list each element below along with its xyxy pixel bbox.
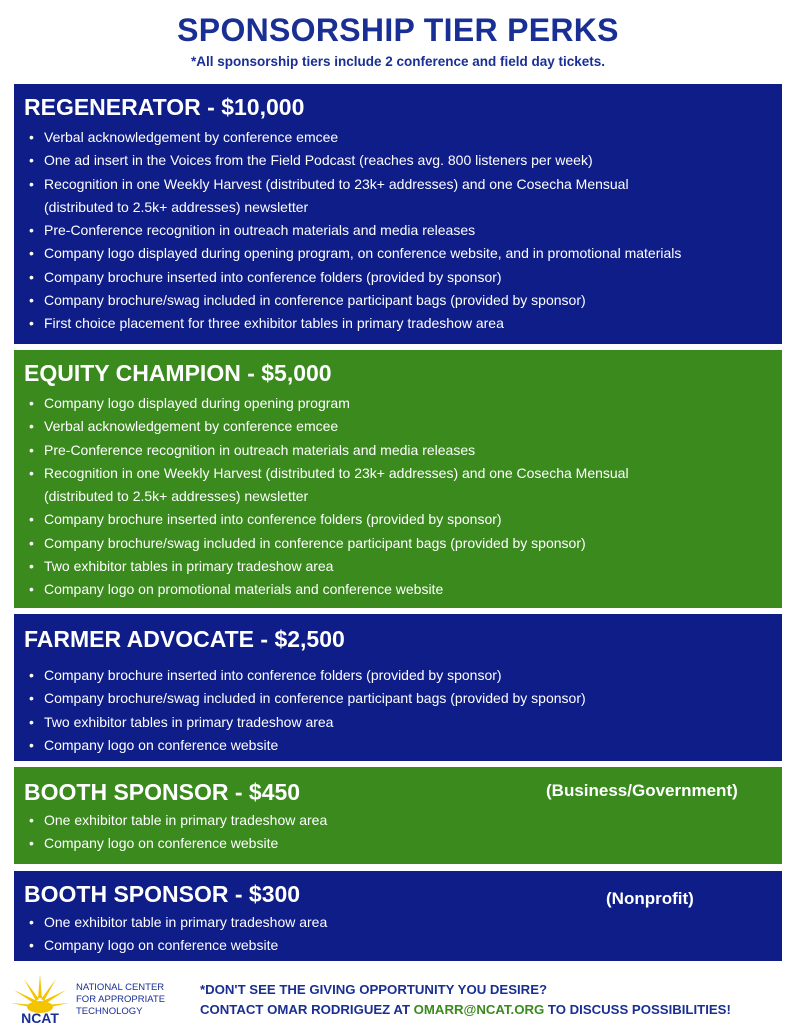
bullet-icon: •: [29, 395, 34, 411]
bullet-icon: •: [29, 152, 34, 169]
tier-farmer-advocate: [14, 614, 782, 761]
page-subtitle: *All sponsorship tiers include 2 conference and field day tickets.: [190, 54, 606, 69]
perk-item: • Company logo on conference website: [24, 734, 774, 757]
tier-booth-sponsor-nonprofit: [14, 871, 782, 961]
bullet-icon: •: [29, 245, 34, 262]
perk-item: • Company logo on conference website: [24, 832, 774, 855]
perk-item: • Verbal acknowledgement by conference emcee: [24, 415, 774, 438]
perk-item: • Company logo displayed during opening program: [24, 392, 774, 415]
cta-line-1: *DON'T SEE THE GIVING OPPORTUNITY YOU DESIRE?: [200, 982, 548, 997]
perk-item: • Company logo on conference website: [24, 934, 774, 957]
perk-list: [24, 809, 774, 856]
bullet-icon: •: [29, 175, 34, 192]
perk-item-continuation: (distributed to 2.5k+ addresses) newsletter: [44, 198, 309, 215]
bullet-icon: •: [29, 292, 34, 309]
tier-title: REGENERATOR - $10,000: [24, 94, 305, 120]
bullet-icon: •: [29, 667, 34, 683]
logo-text: NCAT: [21, 1010, 59, 1026]
bullet-icon: •: [29, 441, 34, 458]
tier-title: EQUITY CHAMPION - $5,000: [24, 360, 332, 386]
tier-title: BOOTH SPONSOR - $450: [24, 779, 301, 805]
bullet-icon: •: [29, 835, 34, 852]
perk-list: [24, 911, 774, 958]
bullet-icon: •: [29, 268, 34, 285]
tier-title: FARMER ADVOCATE - $2,500: [24, 626, 345, 652]
org-name: NATIONAL CENTER FOR APPROPRIATE TECHNOLOGY: [76, 982, 166, 1017]
perk-item: • One ad insert in the Voices from the Field Podcast (reaches avg. 800 listeners per week): [24, 149, 774, 172]
perk-item: • One exhibitor table in primary tradeshow area: [24, 809, 774, 832]
perk-item: • Pre-Conference recognition in outreach materials and media releases: [24, 219, 774, 242]
perk-item: • Recognition in one Weekly Harvest (distributed to 23k+ addresses) and one Cosecha Mensual: [24, 462, 774, 485]
perk-item: • Company brochure/swag included in conference participant bags (provided by sponsor): [24, 687, 774, 710]
bullet-icon: •: [29, 464, 34, 481]
email-link[interactable]: OMARR@NCAT.ORG: [413, 1002, 545, 1017]
bullet-icon: •: [29, 511, 34, 528]
perk-item: • Recognition in one Weekly Harvest (distributed to 23k+ addresses) and one Cosecha Mensual: [24, 173, 774, 196]
sunburst-icon: [10, 970, 70, 1026]
perk-item: • Company brochure inserted into conference folders (provided by sponsor): [24, 508, 774, 531]
bullet-icon: •: [29, 690, 34, 707]
tier-regenerator: [14, 84, 782, 344]
perk-item: • Verbal acknowledgement by conference emcee: [24, 126, 774, 149]
tier-title: BOOTH SPONSOR - $300: [24, 881, 301, 907]
perk-item: • Pre-Conference recognition in outreach materials and media releases: [24, 439, 774, 462]
bullet-icon: •: [29, 736, 34, 753]
perk-list: [24, 664, 774, 757]
page-title: SPONSORSHIP TIER PERKS: [177, 12, 619, 48]
bullet-icon: •: [29, 812, 34, 828]
bullet-icon: •: [29, 581, 34, 598]
perk-item: • Company logo on promotional materials and conference website: [24, 578, 774, 601]
bullet-icon: •: [29, 914, 34, 930]
bullet-icon: •: [29, 222, 34, 239]
perk-item-continuation: (distributed to 2.5k+ addresses) newsletter: [44, 488, 309, 505]
bullet-icon: •: [29, 937, 34, 954]
bullet-icon: •: [29, 418, 34, 435]
contact-callout: [200, 980, 796, 1020]
perk-item: • Company brochure/swag included in conference participant bags (provided by sponsor): [24, 532, 774, 555]
perk-item: • Company brochure/swag included in conference participant bags (provided by sponsor): [24, 289, 774, 312]
tier-note: (Business/Government): [546, 781, 738, 800]
tier-equity-champion: [14, 350, 782, 608]
tier-booth-sponsor-business: [14, 767, 782, 864]
ncat-logo: [10, 970, 70, 1026]
perk-item: • Company logo displayed during opening program, on conference website, and in promotional materials: [24, 242, 774, 265]
bullet-icon: •: [29, 315, 34, 332]
tier-note: (Nonprofit): [606, 889, 694, 908]
perk-item: • Two exhibitor tables in primary tradeshow area: [24, 711, 774, 734]
perk-item: • Two exhibitor tables in primary tradeshow area: [24, 555, 774, 578]
bullet-icon: •: [29, 713, 34, 730]
perk-item: • Company brochure inserted into conference folders (provided by sponsor): [24, 664, 774, 687]
bullet-icon: •: [29, 558, 34, 575]
perk-list: [24, 126, 774, 336]
perk-item: • Company brochure inserted into conference folders (provided by sponsor): [24, 266, 774, 289]
bullet-icon: •: [29, 534, 34, 551]
bullet-icon: •: [29, 129, 34, 145]
perk-list: [24, 392, 774, 602]
perk-item: • First choice placement for three exhibitor tables in primary tradeshow area: [24, 312, 774, 335]
perk-item: • One exhibitor table in primary tradeshow area: [24, 911, 774, 934]
cta-line-2: CONTACT OMAR RODRIGUEZ AT OMARR@NCAT.ORG TO DISCUSS POSSIBILITIES!: [200, 1002, 731, 1017]
